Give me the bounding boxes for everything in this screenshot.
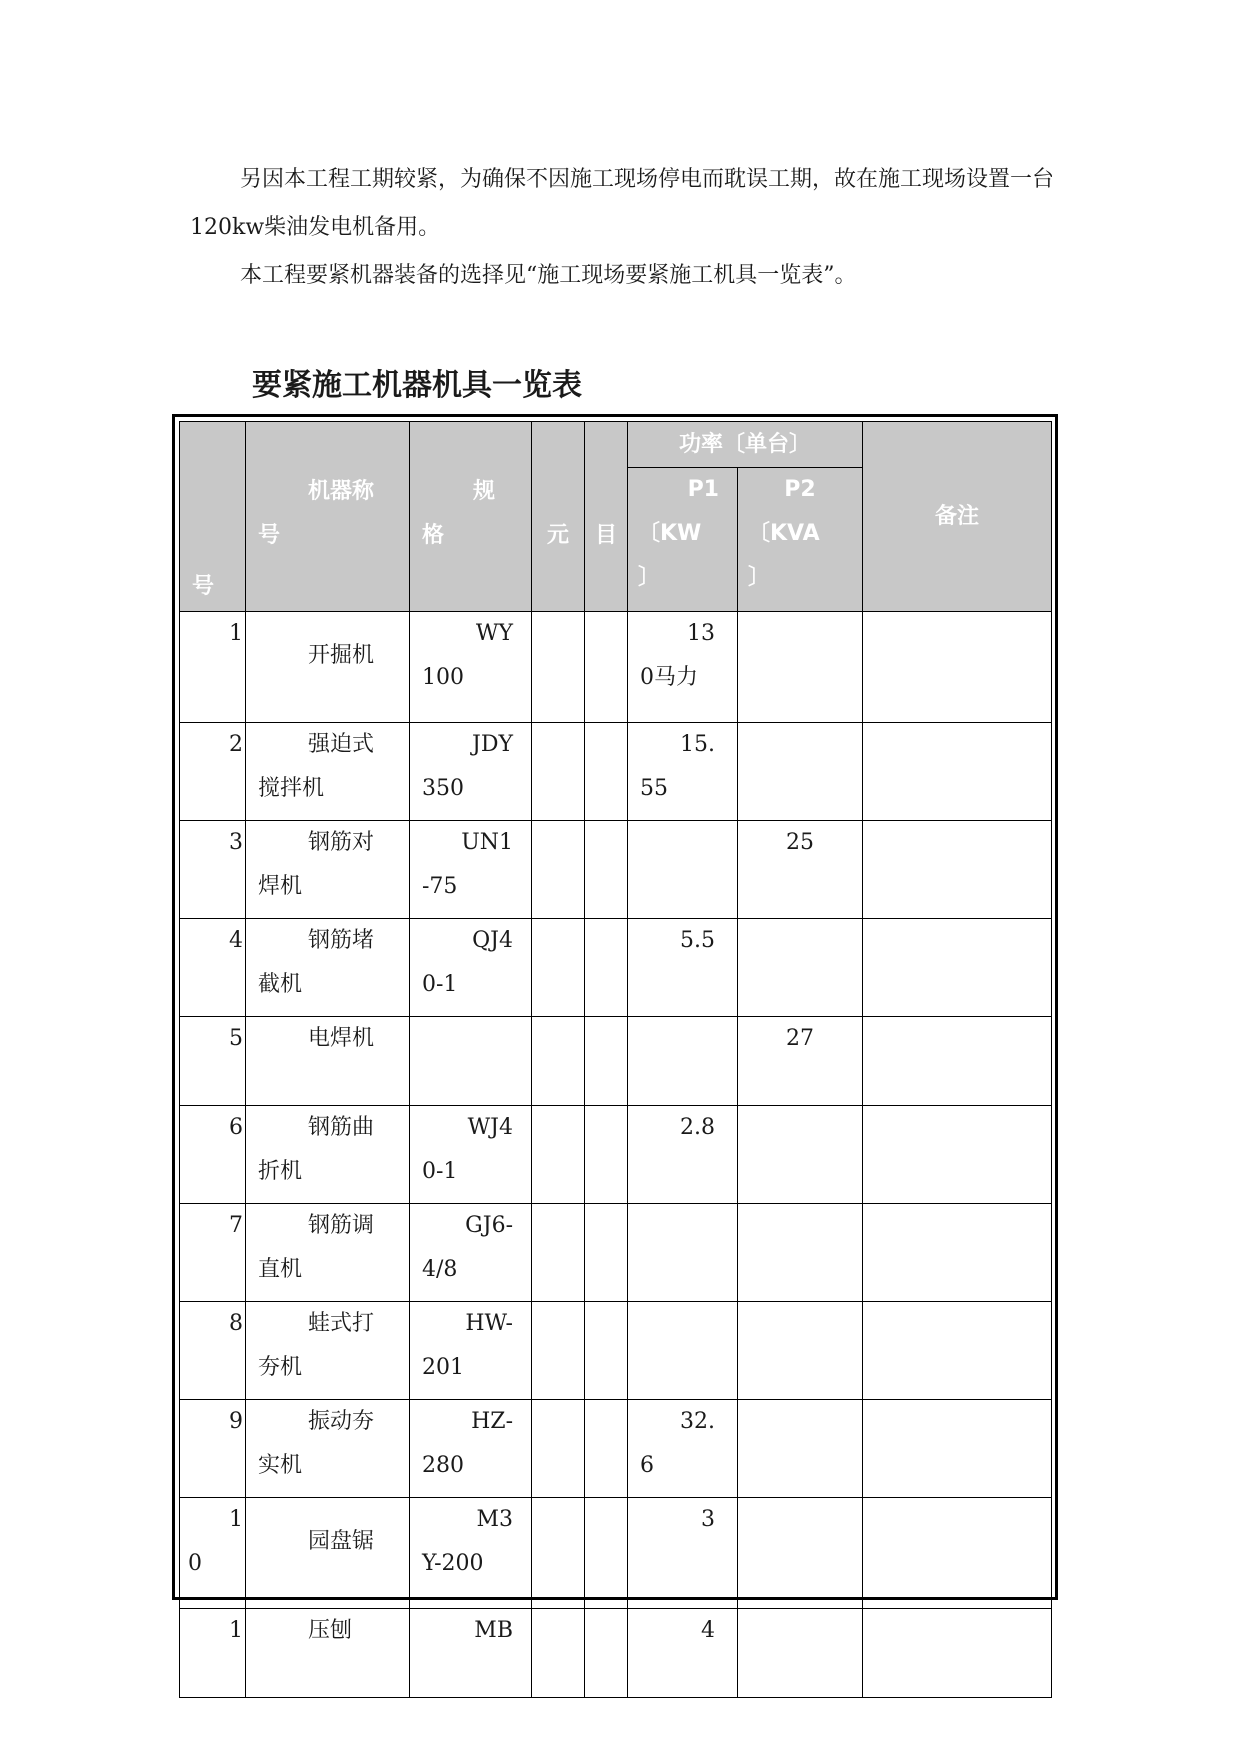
cell-p2 — [738, 612, 863, 723]
cell-name — [246, 1302, 410, 1400]
cell-p2 — [738, 1498, 863, 1609]
cell-spec-line1: WJ4 — [467, 1115, 513, 1140]
cell-spec — [410, 1302, 532, 1400]
cell-spec-line1: UN1 — [461, 830, 513, 855]
cell-p1-line2 — [628, 1653, 737, 1697]
cell-name-line2: 直机 — [258, 1257, 303, 1282]
cell-spec-line1: QJ4 — [472, 928, 513, 953]
intro-paragraph-2: 本工程要紧机器装备的选择见“施工现场要紧施工机具一览表”。 — [240, 263, 857, 288]
cell-seq — [180, 1609, 246, 1698]
header-count: 目 — [585, 422, 628, 612]
cell-count — [585, 723, 628, 821]
cell-seq — [180, 723, 246, 821]
cell-name-line1: 钢筋对 — [308, 830, 375, 855]
cell-count — [585, 612, 628, 723]
cell-p1-line2 — [628, 1542, 737, 1586]
cell-p1 — [628, 723, 738, 821]
cell-unit — [532, 723, 585, 821]
cell-seq-line2 — [180, 1061, 245, 1105]
cell-spec-line1: MB — [474, 1618, 513, 1643]
cell-spec-line2: 0-1 — [422, 1159, 458, 1184]
cell-seq — [180, 612, 246, 723]
equipment-table — [179, 421, 1052, 1698]
cell-name — [246, 1106, 410, 1204]
cell-spec-line2: 201 — [422, 1355, 464, 1380]
table-row — [180, 1204, 1052, 1302]
cell-seq-line2 — [180, 865, 245, 909]
cell-seq-line1: 5 — [229, 1026, 243, 1051]
cell-p2-line1 — [738, 1106, 862, 1150]
cell-seq-line1: 7 — [229, 1213, 243, 1238]
cell-name-line1: 园盘锯 — [308, 1529, 375, 1554]
cell-count — [585, 1302, 628, 1400]
cell-name-line1: 蛙式打 — [308, 1311, 375, 1336]
cell-seq-line1: 1 — [229, 1618, 243, 1643]
cell-spec — [410, 1017, 532, 1106]
cell-spec-line2 — [410, 1061, 531, 1105]
header-remarks: 备注 — [863, 422, 1052, 612]
cell-spec-line1: HZ- — [471, 1409, 513, 1434]
cell-seq-line2 — [180, 1150, 245, 1194]
cell-count — [585, 1400, 628, 1498]
cell-seq — [180, 1498, 246, 1609]
cell-seq-line2 — [180, 1444, 245, 1488]
table-row — [180, 1609, 1052, 1698]
header-p1: P1 〔KW 〕 — [628, 468, 738, 612]
cell-p2-line1 — [738, 1204, 862, 1248]
cell-name — [246, 723, 410, 821]
cell-spec — [410, 919, 532, 1017]
cell-spec — [410, 1106, 532, 1204]
cell-seq-line1: 6 — [229, 1115, 243, 1140]
cell-name-line2: 夯机 — [258, 1355, 303, 1380]
cell-spec-line2: 350 — [422, 776, 464, 801]
header-p2: P2 〔KVA 〕 — [738, 468, 863, 612]
cell-p2-line1 — [738, 612, 862, 656]
cell-p1-line1: 5.5 — [680, 928, 715, 953]
cell-unit — [532, 821, 585, 919]
cell-name-line1: 电焊机 — [308, 1026, 375, 1051]
cell-remarks — [863, 1609, 1052, 1698]
intro-paragraph-1: 另因本工程工期较紧，为确保不因施工现场停电而耽误工期，故在施工现场设置一台120kw柴油发电机备用。 — [190, 167, 1055, 240]
cell-p2-line1 — [738, 1498, 862, 1542]
cell-unit — [532, 1400, 585, 1498]
cell-p1-line1: 32. — [680, 1409, 715, 1434]
cell-p2-line1 — [738, 919, 862, 963]
table-row — [180, 1017, 1052, 1106]
cell-p1-line1: 15. — [680, 732, 715, 757]
cell-seq — [180, 1400, 246, 1498]
cell-name — [246, 1204, 410, 1302]
cell-p1-line1 — [628, 821, 737, 865]
cell-spec — [410, 1498, 532, 1609]
cell-p2-line1 — [738, 723, 862, 767]
cell-spec-line1: GJ6- — [465, 1213, 513, 1238]
cell-unit — [532, 1498, 585, 1609]
cell-name-line2 — [246, 1653, 409, 1697]
table-title: 要紧施工机器机具一览表 — [252, 368, 582, 403]
cell-count — [585, 1106, 628, 1204]
cell-name-line1: 开掘机 — [308, 643, 375, 668]
cell-p1-line2: 6 — [640, 1453, 654, 1478]
cell-p1 — [628, 1609, 738, 1698]
cell-seq — [180, 919, 246, 1017]
cell-name-line2 — [246, 1061, 409, 1105]
cell-p2-line1: 25 — [786, 830, 814, 855]
cell-spec-line2: 100 — [422, 665, 464, 690]
cell-p1-line2 — [628, 1061, 737, 1105]
cell-unit — [532, 1609, 585, 1698]
cell-seq-line2: 0 — [188, 1551, 202, 1576]
cell-p1-line2 — [628, 963, 737, 1007]
cell-name-line1: 钢筋调 — [308, 1213, 375, 1238]
cell-p2 — [738, 919, 863, 1017]
cell-p1 — [628, 612, 738, 723]
table-row — [180, 919, 1052, 1017]
cell-p1-line2 — [628, 1150, 737, 1194]
cell-remarks — [863, 723, 1052, 821]
cell-count — [585, 919, 628, 1017]
table-row — [180, 821, 1052, 919]
cell-p1-line1: 13 — [687, 621, 715, 646]
table-row — [180, 1106, 1052, 1204]
cell-seq-line2 — [180, 656, 245, 700]
cell-p1-line2: 0马力 — [640, 665, 698, 690]
cell-name — [246, 821, 410, 919]
header-unit: 元 — [532, 422, 585, 612]
cell-p1-line1 — [628, 1302, 737, 1346]
cell-name-line2 — [246, 678, 409, 722]
table-row — [180, 1400, 1052, 1498]
cell-seq — [180, 1106, 246, 1204]
cell-seq-line1: 2 — [229, 732, 243, 757]
cell-p2 — [738, 1204, 863, 1302]
cell-name-line1: 压刨 — [308, 1618, 353, 1643]
cell-name — [246, 1498, 410, 1609]
cell-seq-line1: 9 — [229, 1409, 243, 1434]
cell-seq-line1: 1 — [229, 1507, 243, 1532]
cell-name — [246, 1400, 410, 1498]
cell-p1 — [628, 1400, 738, 1498]
cell-p2-line1 — [738, 1302, 862, 1346]
cell-p1 — [628, 1017, 738, 1106]
cell-seq-line2 — [180, 1653, 245, 1697]
header-power-group: 功率〔单台〕 — [628, 422, 863, 468]
cell-spec-line1: M3 — [476, 1507, 513, 1532]
cell-seq-line1: 1 — [229, 621, 243, 646]
cell-p1-line2: 55 — [640, 776, 668, 801]
cell-spec — [410, 821, 532, 919]
cell-spec-line1: WY — [475, 621, 513, 646]
cell-unit — [532, 612, 585, 723]
cell-spec-line1: HW- — [465, 1311, 513, 1336]
cell-name-line1: 振动夯 — [308, 1409, 375, 1434]
cell-p1 — [628, 1302, 738, 1400]
cell-spec-line2: -75 — [422, 874, 458, 899]
cell-seq-line2 — [180, 1346, 245, 1390]
cell-count — [585, 1498, 628, 1609]
cell-p1 — [628, 919, 738, 1017]
cell-remarks — [863, 1498, 1052, 1609]
cell-unit — [532, 1302, 585, 1400]
cell-name-line2 — [246, 1564, 409, 1608]
cell-seq — [180, 1017, 246, 1106]
cell-p1-line1 — [628, 1017, 737, 1061]
table-row — [180, 1302, 1052, 1400]
cell-remarks — [863, 919, 1052, 1017]
cell-count — [585, 821, 628, 919]
header-name: 机器称 号 — [246, 422, 410, 612]
cell-name-line2: 焊机 — [258, 874, 303, 899]
cell-name-line1: 钢筋堵 — [308, 928, 375, 953]
cell-name — [246, 612, 410, 723]
cell-p1-line2 — [628, 1248, 737, 1292]
cell-name-line2: 实机 — [258, 1453, 303, 1478]
cell-name-line2: 截机 — [258, 972, 303, 997]
cell-p1 — [628, 1498, 738, 1609]
cell-seq — [180, 821, 246, 919]
cell-spec-line1 — [410, 1017, 531, 1061]
cell-spec — [410, 1400, 532, 1498]
cell-p2-line1 — [738, 1400, 862, 1444]
cell-p2 — [738, 1302, 863, 1400]
cell-remarks — [863, 1400, 1052, 1498]
cell-p1 — [628, 1106, 738, 1204]
cell-count — [585, 1609, 628, 1698]
cell-name-line2: 折机 — [258, 1159, 303, 1184]
cell-seq-line2 — [180, 767, 245, 811]
cell-p2 — [738, 723, 863, 821]
cell-p2 — [738, 1609, 863, 1698]
cell-remarks — [863, 1302, 1052, 1400]
cell-spec-line2 — [410, 1653, 531, 1697]
cell-spec — [410, 1204, 532, 1302]
header-spec: 规 格 — [410, 422, 532, 612]
cell-p1-line1: 3 — [701, 1507, 715, 1532]
cell-p1-line2 — [628, 865, 737, 909]
cell-remarks — [863, 1204, 1052, 1302]
cell-seq-line2 — [180, 963, 245, 1007]
cell-spec-line2: Y-200 — [422, 1551, 484, 1576]
cell-p2-line1: 27 — [786, 1026, 814, 1051]
cell-seq-line1: 3 — [229, 830, 243, 855]
cell-p2-line1 — [738, 1609, 862, 1653]
cell-seq-line2 — [180, 1248, 245, 1292]
cell-remarks — [863, 612, 1052, 723]
cell-spec-line2: 0-1 — [422, 972, 458, 997]
cell-remarks — [863, 1017, 1052, 1106]
cell-p1-line1: 2.8 — [680, 1115, 715, 1140]
cell-spec — [410, 1609, 532, 1698]
cell-name-line2: 搅拌机 — [258, 776, 325, 801]
cell-name-line1: 钢筋曲 — [308, 1115, 375, 1140]
cell-p1 — [628, 821, 738, 919]
cell-name — [246, 1017, 410, 1106]
cell-p1 — [628, 1204, 738, 1302]
cell-p2 — [738, 821, 863, 919]
cell-seq — [180, 1302, 246, 1400]
table-row — [180, 1498, 1052, 1609]
table-row — [180, 612, 1052, 723]
cell-name — [246, 1609, 410, 1698]
cell-remarks — [863, 1106, 1052, 1204]
cell-count — [585, 1204, 628, 1302]
cell-spec — [410, 612, 532, 723]
cell-p2 — [738, 1106, 863, 1204]
cell-count — [585, 1017, 628, 1106]
cell-unit — [532, 919, 585, 1017]
cell-remarks — [863, 821, 1052, 919]
cell-seq-line1: 8 — [229, 1311, 243, 1336]
cell-spec — [410, 723, 532, 821]
equipment-table-frame — [172, 414, 1058, 1643]
cell-p2 — [738, 1017, 863, 1106]
cell-name — [246, 919, 410, 1017]
cell-name-line1: 强迫式 — [308, 732, 375, 757]
cell-spec-line2: 4/8 — [422, 1257, 458, 1282]
header-seq: 号 — [180, 422, 246, 612]
cell-p1-line1: 4 — [701, 1618, 715, 1643]
cell-p2 — [738, 1400, 863, 1498]
cell-p1-line1 — [628, 1204, 737, 1248]
table-row — [180, 723, 1052, 821]
cell-unit — [532, 1106, 585, 1204]
cell-spec-line2: 280 — [422, 1453, 464, 1478]
cell-seq-line1: 4 — [229, 928, 243, 953]
cell-unit — [532, 1204, 585, 1302]
cell-unit — [532, 1017, 585, 1106]
cell-p1-line2 — [628, 1346, 737, 1390]
cell-spec-line1: JDY — [472, 732, 513, 757]
cell-seq — [180, 1204, 246, 1302]
